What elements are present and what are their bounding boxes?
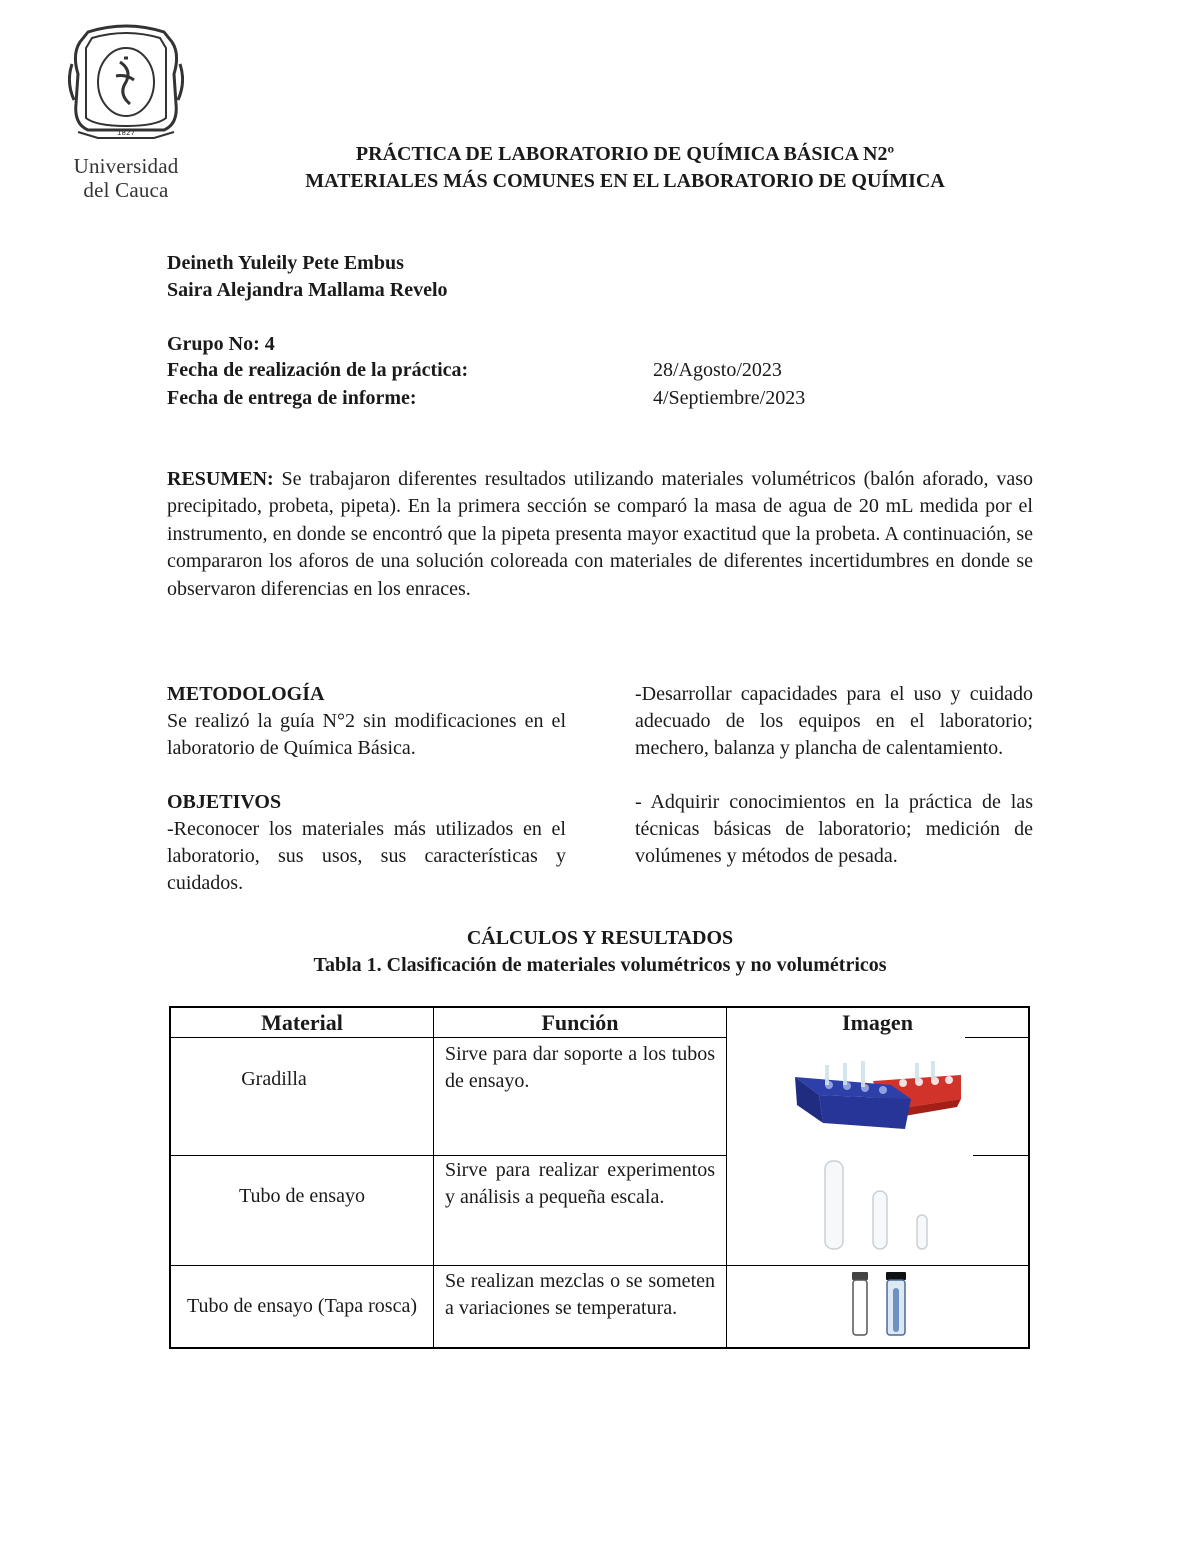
author-2: Saira Alejandra Mallama Revelo [167,279,448,301]
table-cell-funcion: Sirve para realizar experimentos y análisis a pequeña escala. [445,1159,715,1208]
fecha-realizacion-label: Fecha de realización de la práctica: [167,359,469,381]
metodologia-heading: METODOLOGÍA [167,683,325,705]
svg-text:1827: 1827 [117,129,135,137]
table-cell-material: Tubo de ensayo (Tapa rosca) [186,1295,418,1317]
fecha-realizacion-value: 28/Agosto/2023 [653,359,782,381]
table-cell-funcion: Se realizan mezclas o se someten a variaciones se temperatura. [445,1270,715,1319]
university-seal-icon [68,24,184,142]
resumen-label: RESUMEN: [167,468,274,490]
table-column-separator-2 [726,1006,727,1349]
resumen-text: Se trabajaron diferentes resultados utilizando materiales volumétricos (balón aforado, vaso precipitado, probeta, pipeta). En la primera sección se comparó la masa de agua de 20 mL medida por el instrumento, en donde se encontró que la pipeta presenta mayor exactitud que la probeta. A continuación, se compararon los aforos de una solución coloreada con materiales de diferentes incertidumbres en donde se observaron diferencias en los enraces. [167,468,1034,600]
column-header-funcion: Función [541,1010,619,1035]
document-title: PRÁCTICA DE LABORATORIO DE QUÍMICA BÁSICA N2º [355,143,895,165]
screw-cap-tubes-image [846,1270,916,1338]
document-subtitle: MATERIALES MÁS COMUNES EN EL LABORATORIO DE QUÍMICA [305,170,945,192]
fecha-entrega-label: Fecha de entrega de informe: [167,387,417,409]
table-caption: Tabla 1. Clasificación de materiales volumétricos y no volumétricos [313,954,887,976]
resultados-heading: CÁLCULOS Y RESULTADOS [466,927,734,949]
table-cell-material: Tubo de ensayo [239,1185,365,1207]
column-header-imagen: Imagen [842,1010,913,1035]
metodologia-text: Se realizó la guía N°2 sin modificaciones en el laboratorio de Química Básica. [167,710,566,760]
test-tubes-image [817,1157,937,1253]
table-border-bottom [169,1347,1030,1349]
objetivo-item-3: - Adquirir conocimientos en la práctica de las técnicas básicas de laboratorio; medición de volúmenes y métodos de pesada. [635,791,1033,868]
table-row-separator-1 [169,1155,727,1156]
objetivos-heading: OBJETIVOS [167,791,282,813]
table-cell-funcion: Sirve para dar soporte a los tubos de ensayo. [445,1043,715,1092]
group-number: Grupo No: 4 [167,333,275,355]
resumen-paragraph [167,466,1033,603]
table-header-separator-right [965,1037,1030,1038]
author-1: Deineth Yuleily Pete Embus [167,252,404,274]
table-cell-material: Gradilla [241,1068,307,1090]
fecha-entrega-value: 4/Septiembre/2023 [653,387,806,409]
objetivo-item-2: -Desarrollar capacidades para el uso y cuidado adecuado de los equipos en el laboratorio; mechero, balanza y plancha de calentamiento. [635,683,1033,760]
table-border-top [169,1006,1030,1008]
objetivo-item-1: -Reconocer los materiales más utilizados en el laboratorio, sus usos, sus características y cuidados. [167,818,566,895]
column-header-material: Material [261,1010,343,1035]
table-row-separator-2 [169,1265,1030,1266]
table-border-right [1028,1006,1030,1349]
table-row-separator-1-right [973,1155,1030,1156]
test-tube-rack-image [793,1055,965,1135]
university-name-line2: del Cauca [83,178,169,202]
university-name-line1: Universidad [73,154,179,178]
table-header-separator [169,1037,727,1038]
table-column-separator-1 [433,1006,434,1349]
